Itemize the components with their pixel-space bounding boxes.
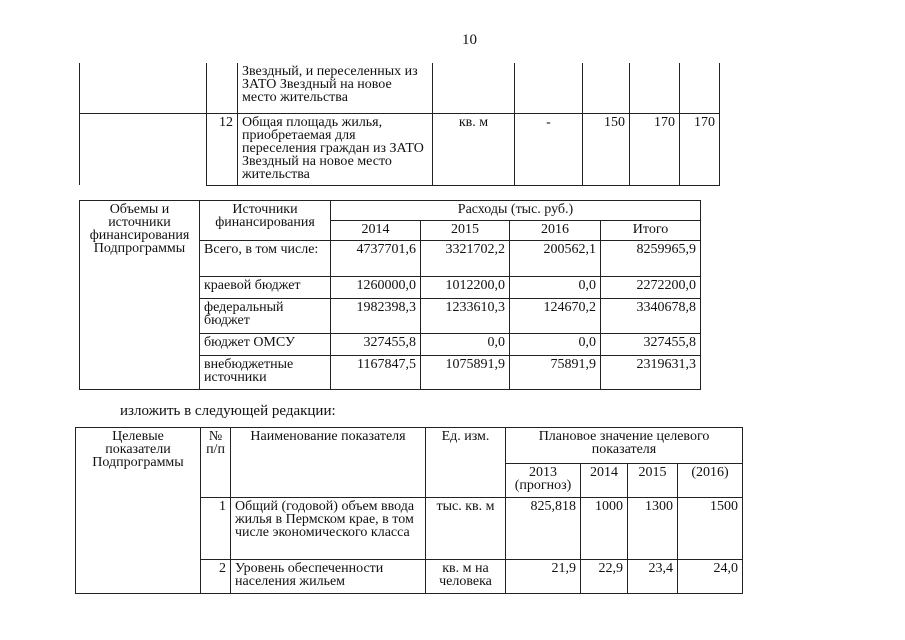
source-name: федеральный бюджет bbox=[200, 299, 331, 334]
value: 170 bbox=[630, 113, 680, 185]
unit: тыс. кв. м bbox=[426, 498, 506, 560]
name-header: Наименование показателя bbox=[231, 428, 426, 498]
amount: 327455,8 bbox=[331, 334, 421, 356]
unit-header: Ед. изм. bbox=[426, 428, 506, 498]
year-header: 2016 bbox=[510, 221, 601, 241]
amount: 200562,1 bbox=[510, 241, 601, 277]
amount: 3340678,8 bbox=[601, 299, 701, 334]
amendment-phrase: изложить в следующей редакции: bbox=[120, 403, 336, 419]
indicator-name: Звездный, и переселенных из ЗАТО Звездный на новое место жительства bbox=[238, 63, 433, 113]
amount: 1260000,0 bbox=[331, 277, 421, 299]
amount: 1167847,5 bbox=[331, 356, 421, 390]
amount: 327455,8 bbox=[601, 334, 701, 356]
total-header: Итого bbox=[601, 221, 701, 241]
amount: 1075891,9 bbox=[421, 356, 510, 390]
amount: 1233610,3 bbox=[421, 299, 510, 334]
indicator-name: Общая площадь жилья, приобретаемая для переселения граждан из ЗАТО Звездный на новое место жительства bbox=[238, 113, 433, 185]
value: 825,818 bbox=[506, 498, 581, 560]
indicators-continuation-table bbox=[79, 63, 720, 186]
value: - bbox=[515, 113, 583, 185]
value: 1300 bbox=[628, 498, 678, 560]
financing-table bbox=[79, 200, 701, 390]
row-number: 12 bbox=[207, 113, 238, 185]
indicator-name: Общий (годовой) объем ввода жилья в Пермском крае, в том числе экономического класса bbox=[231, 498, 426, 560]
value: 22,9 bbox=[581, 560, 628, 594]
value: 170 bbox=[680, 113, 720, 185]
year-header: 2014 bbox=[331, 221, 421, 241]
row-number: 2 bbox=[201, 560, 231, 594]
source-name: краевой бюджет bbox=[200, 277, 331, 299]
plan-header: Плановое значение целевого показателя bbox=[506, 428, 743, 464]
year-header: 2015 bbox=[421, 221, 510, 241]
source-name: бюджет ОМСУ bbox=[200, 334, 331, 356]
page-number: 10 bbox=[462, 32, 477, 48]
target-indicators-table bbox=[75, 427, 743, 594]
source-name: Всего, в том числе: bbox=[200, 241, 331, 277]
amount: 4737701,6 bbox=[331, 241, 421, 277]
amount: 0,0 bbox=[510, 277, 601, 299]
year-header: 2015 bbox=[628, 464, 678, 498]
table-row bbox=[80, 63, 720, 113]
sources-header: Источники финансирования bbox=[200, 201, 331, 241]
unit: кв. м bbox=[433, 113, 515, 185]
source-name: внебюджетные источники bbox=[200, 356, 331, 390]
amount: 1982398,3 bbox=[331, 299, 421, 334]
value: 23,4 bbox=[628, 560, 678, 594]
value: 24,0 bbox=[678, 560, 743, 594]
value: 21,9 bbox=[506, 560, 581, 594]
target-label: Целевые показатели Подпрограммы bbox=[76, 428, 201, 594]
year-header: 2013 (прогноз) bbox=[506, 464, 581, 498]
amount: 75891,9 bbox=[510, 356, 601, 390]
amount: 2272200,0 bbox=[601, 277, 701, 299]
amount: 2319631,3 bbox=[601, 356, 701, 390]
amount: 124670,2 bbox=[510, 299, 601, 334]
amount: 0,0 bbox=[421, 334, 510, 356]
value: 150 bbox=[583, 113, 630, 185]
table-row bbox=[80, 113, 720, 185]
amount: 3321702,2 bbox=[421, 241, 510, 277]
amount: 8259965,9 bbox=[601, 241, 701, 277]
year-header: (2016) bbox=[678, 464, 743, 498]
indicator-name: Уровень обеспеченности населения жильем bbox=[231, 560, 426, 594]
value: 1000 bbox=[581, 498, 628, 560]
year-header: 2014 bbox=[581, 464, 628, 498]
amount: 1012200,0 bbox=[421, 277, 510, 299]
unit: кв. м на человека bbox=[426, 560, 506, 594]
value: 1500 bbox=[678, 498, 743, 560]
expenses-header: Расходы (тыс. руб.) bbox=[331, 201, 701, 221]
financing-label: Объемы и источники финансирования Подпрограммы bbox=[80, 201, 200, 390]
row-number: 1 bbox=[201, 498, 231, 560]
num-header: № п/п bbox=[201, 428, 231, 498]
amount: 0,0 bbox=[510, 334, 601, 356]
